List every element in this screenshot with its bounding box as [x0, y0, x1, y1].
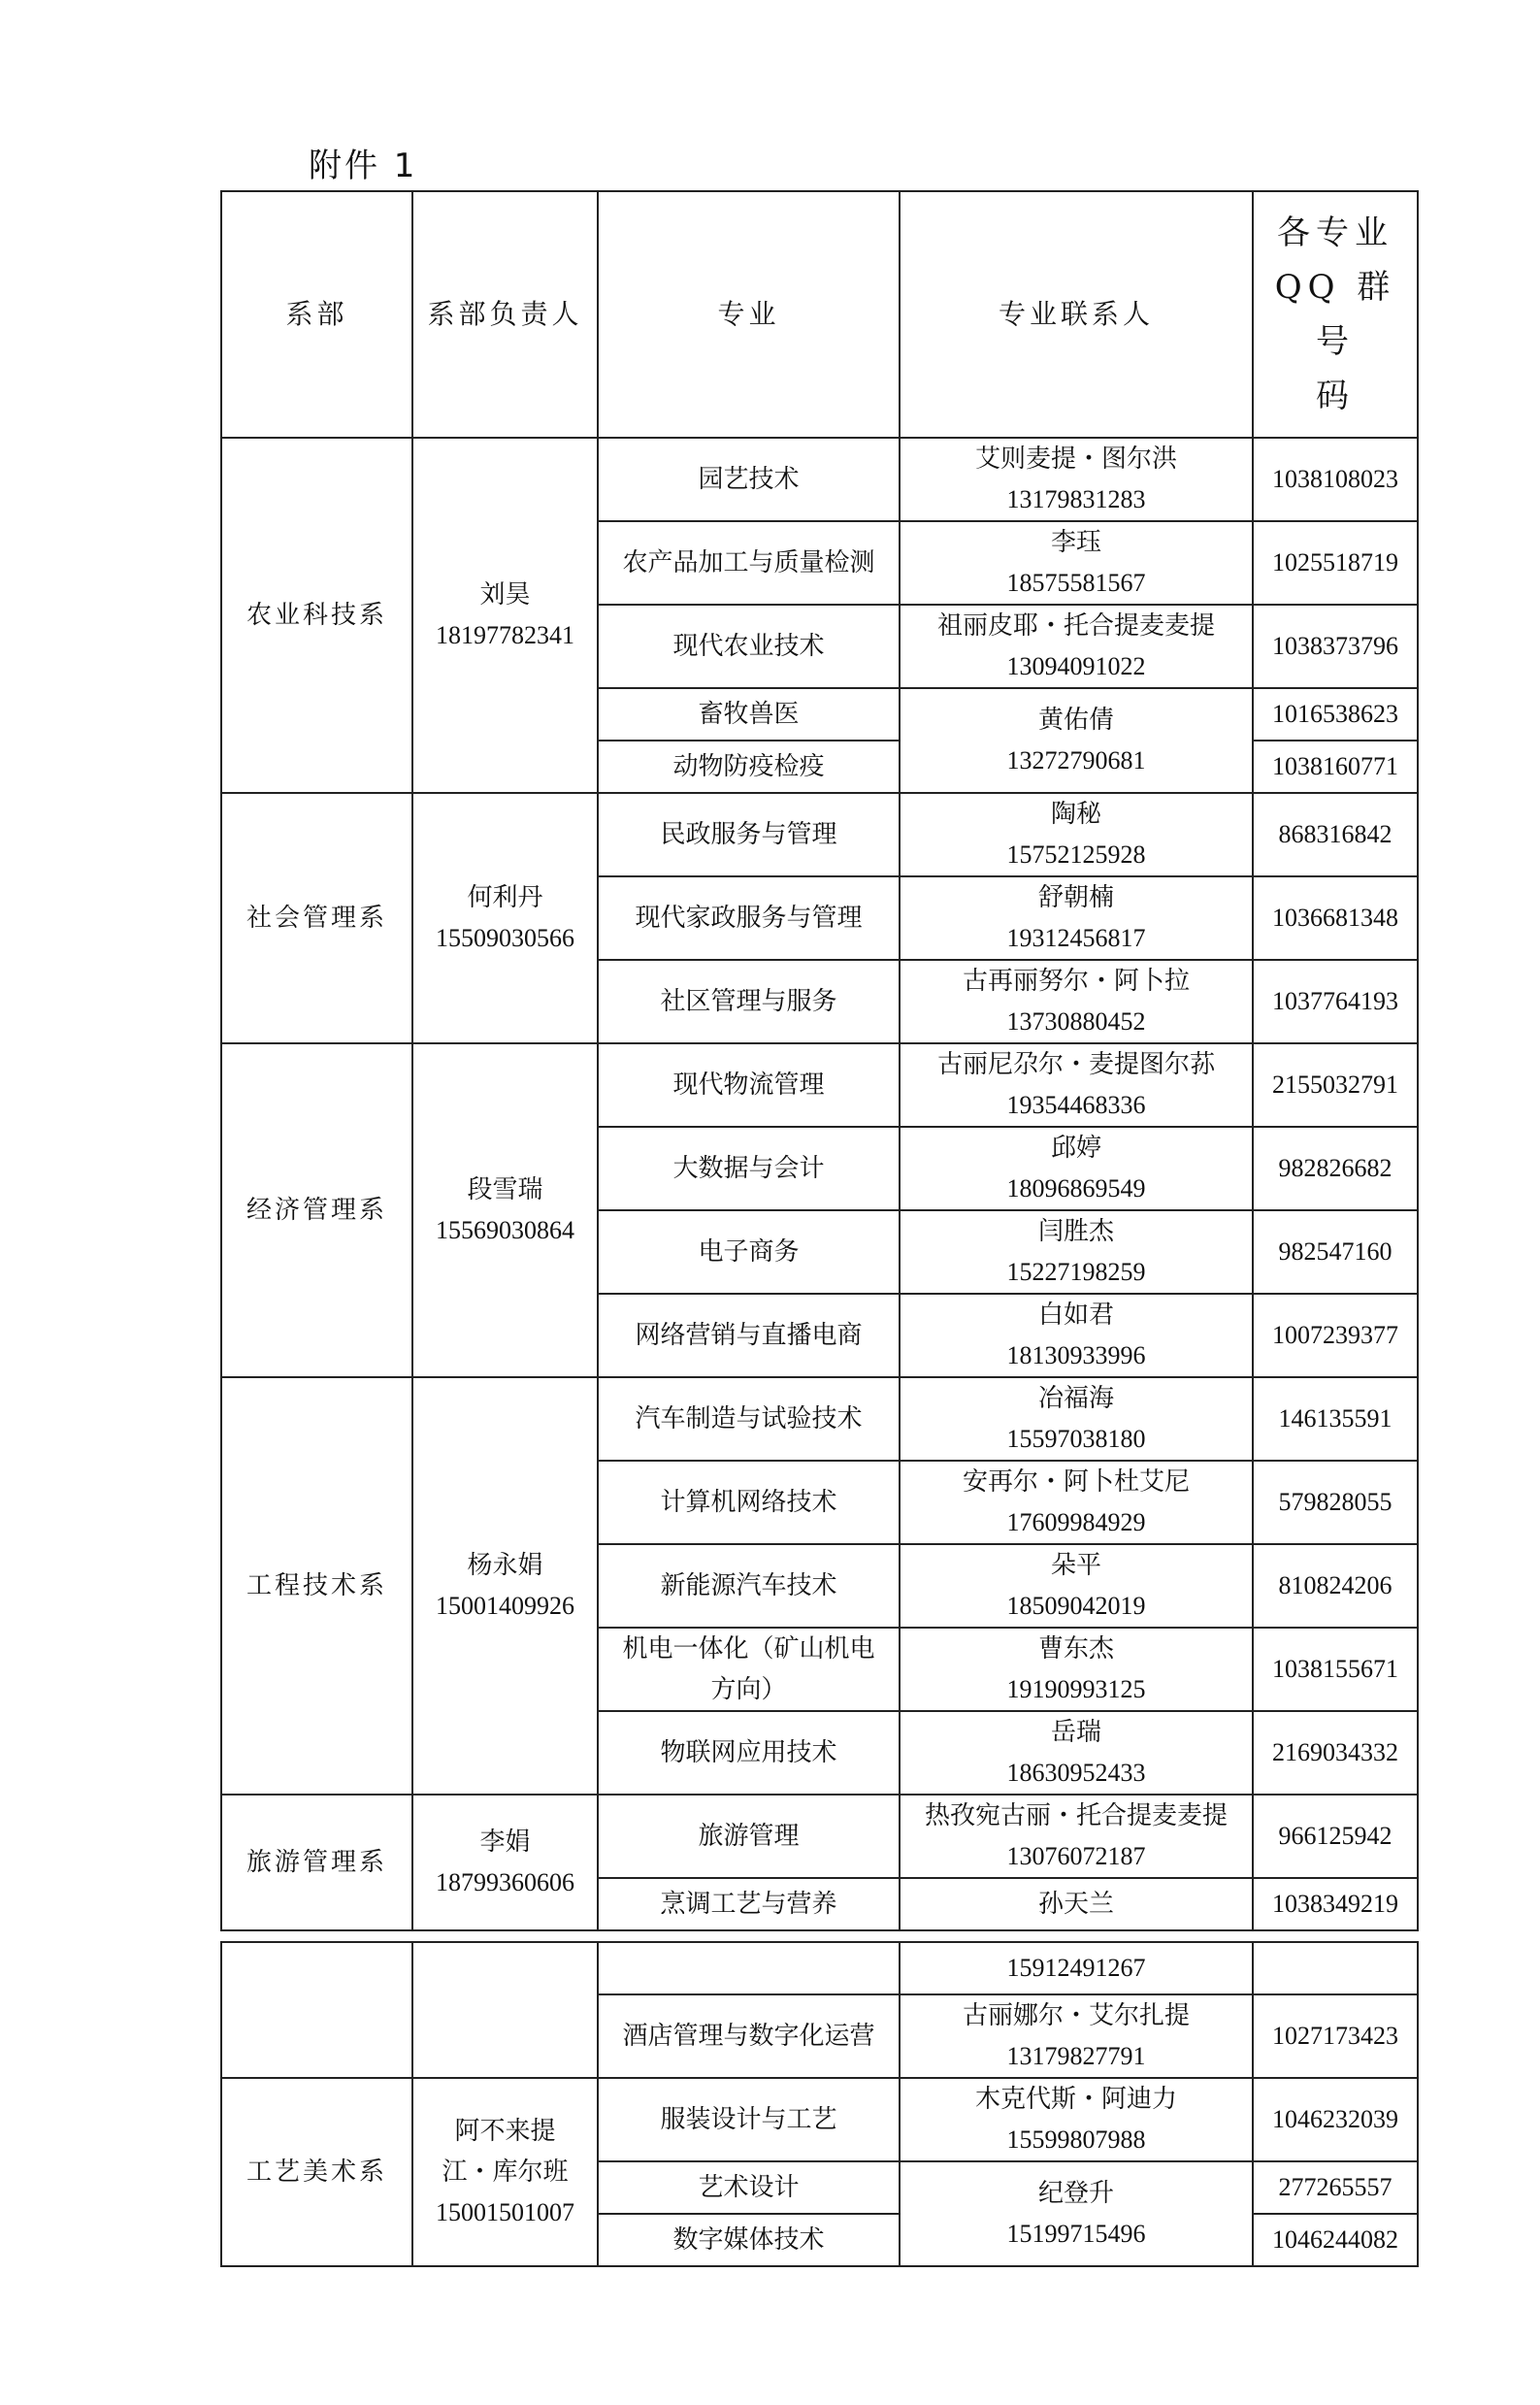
qq-cell: 1036681348 [1253, 876, 1418, 960]
contact-phone: 18096869549 [1006, 1174, 1146, 1202]
dept-head-phone: 15001409926 [436, 1592, 574, 1620]
contact-cell [900, 1210, 1253, 1294]
contact-cell [900, 1377, 1253, 1461]
contact-cell [900, 1994, 1253, 2078]
contact-name: 纪登升 [1037, 2179, 1114, 2208]
header-qq-line3: 码 [1316, 377, 1355, 415]
contact-phone: 18630952433 [1006, 1759, 1146, 1787]
contact-name: 古丽尼尕尔・麦提图尔荪 [936, 1050, 1215, 1079]
qq-cell: 1046244082 [1253, 2214, 1418, 2266]
header-qq-line2: QQ 群号 [1274, 268, 1396, 361]
contact-cell [900, 1461, 1253, 1544]
major-cell: 现代物流管理 [598, 1043, 900, 1127]
dept-cell: 社会管理系 [221, 793, 412, 1043]
qq-cell: 1025518719 [1253, 521, 1418, 605]
contact-phone: 13272790681 [1006, 746, 1146, 774]
dept-cell: 工程技术系 [221, 1377, 412, 1795]
dept-head-cell [412, 2078, 598, 2266]
qq-cell: 1037764193 [1253, 960, 1418, 1043]
contact-cell [900, 876, 1253, 960]
dept-head-phone: 18197782341 [436, 621, 574, 649]
contact-name: 古再丽努尔・阿卜拉 [962, 967, 1190, 996]
dept-head-name-line1: 阿不来提 [454, 2117, 556, 2146]
table-row [221, 2078, 1418, 2161]
header-qq [1253, 191, 1418, 438]
dept-head-phone: 18799360606 [436, 1868, 574, 1896]
table-row [221, 438, 1418, 521]
major-cell: 动物防疫检疫 [598, 741, 900, 793]
major-cell: 酒店管理与数字化运营 [598, 1994, 900, 2078]
dept-head-phone: 15569030864 [436, 1216, 574, 1244]
contact-cell [900, 2161, 1253, 2266]
contact-name: 闫胜杰 [1037, 1217, 1114, 1246]
dept-cell [221, 1942, 412, 2078]
contact-cell [900, 1544, 1253, 1628]
dept-head-cell [412, 438, 598, 793]
dept-cell: 旅游管理系 [221, 1795, 412, 1930]
major-cell: 现代农业技术 [598, 605, 900, 688]
qq-cell: 2169034332 [1253, 1711, 1418, 1795]
contact-name: 曹东杰 [1037, 1634, 1114, 1664]
contact-cell [900, 1878, 1253, 1930]
contact-phone: 15199715496 [1006, 2220, 1146, 2248]
major-cell: 旅游管理 [598, 1795, 900, 1878]
contact-phone: 19190993125 [1006, 1675, 1146, 1703]
contact-name: 陶秘 [1050, 800, 1101, 829]
contact-name: 木克代斯・阿迪力 [974, 2085, 1177, 2114]
contact-phone: 13076072187 [1006, 1842, 1146, 1870]
qq-cell: 868316842 [1253, 793, 1418, 876]
dept-head-cell [412, 793, 598, 1043]
dept-head-cell [412, 1942, 598, 2078]
qq-cell: 1038349219 [1253, 1878, 1418, 1930]
major-cell [598, 1628, 900, 1711]
contact-name: 朵平 [1050, 1551, 1101, 1580]
qq-cell [1253, 1942, 1418, 1994]
major-cell: 物联网应用技术 [598, 1711, 900, 1795]
contact-phone: 13179827791 [1006, 2042, 1146, 2070]
contact-phone: 15912491267 [900, 1942, 1253, 1994]
header-qq-line1: 各专业 [1277, 214, 1393, 252]
qq-cell: 1046232039 [1253, 2078, 1418, 2161]
contact-phone: 18509042019 [1006, 1592, 1146, 1620]
dept-head-phone: 15001501007 [436, 2198, 574, 2226]
dept-head-cell [412, 1377, 598, 1795]
contact-name: 岳瑞 [1050, 1718, 1101, 1747]
qq-cell: 1016538623 [1253, 688, 1418, 741]
contact-phone: 15752125928 [1006, 840, 1146, 869]
major-cell: 畜牧兽医 [598, 688, 900, 741]
major-cell: 汽车制造与试验技术 [598, 1377, 900, 1461]
contact-phone: 19312456817 [1006, 924, 1146, 952]
qq-cell: 579828055 [1253, 1461, 1418, 1544]
contact-name: 艾则麦提・图尔洪 [974, 445, 1177, 474]
dept-head-name: 刘昊 [479, 580, 531, 609]
contact-name: 祖丽皮耶・托合提麦麦提 [936, 611, 1215, 641]
major-line2: 方向） [710, 1675, 787, 1704]
table-row [221, 1043, 1418, 1127]
contact-cell [900, 1043, 1253, 1127]
qq-cell: 1007239377 [1253, 1294, 1418, 1377]
qq-cell: 810824206 [1253, 1544, 1418, 1628]
header-dept: 系部 [221, 191, 412, 438]
table-row [221, 1377, 1418, 1461]
dept-head-name-line2: 江・库尔班 [442, 2158, 569, 2187]
qq-cell: 2155032791 [1253, 1043, 1418, 1127]
table-row [221, 1795, 1418, 1878]
qq-cell: 277265557 [1253, 2161, 1418, 2214]
major-cell: 计算机网络技术 [598, 1461, 900, 1544]
major-cell: 现代家政服务与管理 [598, 876, 900, 960]
contact-cell [900, 2078, 1253, 2161]
qq-cell: 1027173423 [1253, 1994, 1418, 2078]
qq-cell: 1038373796 [1253, 605, 1418, 688]
contact-cell [900, 521, 1253, 605]
qq-cell: 982547160 [1253, 1210, 1418, 1294]
major-cell [598, 1942, 900, 1994]
contact-cell [900, 1294, 1253, 1377]
header-major: 专业 [598, 191, 900, 438]
contact-name: 孙天兰 [1037, 1890, 1114, 1919]
dept-cell: 工艺美术系 [221, 2078, 412, 2266]
contact-name: 舒朝楠 [1037, 883, 1114, 912]
major-cell: 民政服务与管理 [598, 793, 900, 876]
major-cell: 园艺技术 [598, 438, 900, 521]
major-cell: 新能源汽车技术 [598, 1544, 900, 1628]
dept-head-name: 李娟 [479, 1828, 531, 1857]
contact-phone: 13730880452 [1006, 1007, 1146, 1036]
dept-head-name: 何利丹 [467, 883, 543, 912]
contact-table-continued [220, 1941, 1419, 2267]
major-cell: 艺术设计 [598, 2161, 900, 2214]
contact-phone: 18575581567 [1006, 569, 1146, 597]
contact-phone: 15599807988 [1006, 2125, 1146, 2154]
header-dept-head: 系部负责人 [412, 191, 598, 438]
contact-phone: 13094091022 [1006, 652, 1146, 680]
contact-phone: 19354468336 [1006, 1091, 1146, 1119]
contact-phone: 15227198259 [1006, 1258, 1146, 1286]
qq-cell: 1038155671 [1253, 1628, 1418, 1711]
contact-cell [900, 1127, 1253, 1210]
contact-cell [900, 1628, 1253, 1711]
dept-cell: 经济管理系 [221, 1043, 412, 1377]
contact-name: 黄佑倩 [1037, 706, 1114, 735]
header-row [221, 191, 1418, 438]
header-contact: 专业联系人 [900, 191, 1253, 438]
table-row [221, 793, 1418, 876]
major-cell: 网络营销与直播电商 [598, 1294, 900, 1377]
dept-head-name: 段雪瑞 [467, 1175, 543, 1204]
contact-cell [900, 1795, 1253, 1878]
major-cell: 农产品加工与质量检测 [598, 521, 900, 605]
contact-cell [900, 793, 1253, 876]
dept-head-name: 杨永娟 [467, 1551, 543, 1580]
contact-name: 古丽娜尔・艾尔扎提 [962, 2001, 1190, 2030]
contact-name: 邱婷 [1050, 1134, 1101, 1163]
qq-cell: 966125942 [1253, 1795, 1418, 1878]
dept-head-cell [412, 1795, 598, 1930]
major-cell: 大数据与会计 [598, 1127, 900, 1210]
contact-name: 安再尔・阿卜杜艾尼 [962, 1467, 1190, 1497]
contact-cell [900, 960, 1253, 1043]
major-line1: 机电一体化（矿山机电 [622, 1634, 875, 1664]
table-row [221, 1942, 1418, 1994]
major-cell: 社区管理与服务 [598, 960, 900, 1043]
contact-cell [900, 605, 1253, 688]
contact-name: 热孜宛古丽・托合提麦麦提 [924, 1801, 1228, 1830]
major-cell: 数字媒体技术 [598, 2214, 900, 2266]
contact-table [220, 190, 1419, 1931]
contact-name: 冶福海 [1037, 1384, 1114, 1413]
qq-cell: 1038108023 [1253, 438, 1418, 521]
contact-cell [900, 688, 1253, 793]
contact-phone: 17609984929 [1006, 1508, 1146, 1536]
dept-cell: 农业科技系 [221, 438, 412, 793]
major-cell: 服装设计与工艺 [598, 2078, 900, 2161]
qq-cell: 1038160771 [1253, 741, 1418, 793]
major-cell: 烹调工艺与营养 [598, 1878, 900, 1930]
contact-name: 李珏 [1050, 528, 1101, 557]
qq-cell: 982826682 [1253, 1127, 1418, 1210]
dept-head-cell [412, 1043, 598, 1377]
contact-cell [900, 1711, 1253, 1795]
contact-name: 白如君 [1037, 1301, 1114, 1330]
attachment-label: 附件 1 [309, 147, 418, 185]
major-cell: 电子商务 [598, 1210, 900, 1294]
dept-head-phone: 15509030566 [436, 924, 574, 952]
contact-phone: 18130933996 [1006, 1341, 1146, 1369]
qq-cell: 146135591 [1253, 1377, 1418, 1461]
contact-cell [900, 438, 1253, 521]
contact-phone: 13179831283 [1006, 485, 1146, 513]
contact-phone: 15597038180 [1006, 1425, 1146, 1453]
